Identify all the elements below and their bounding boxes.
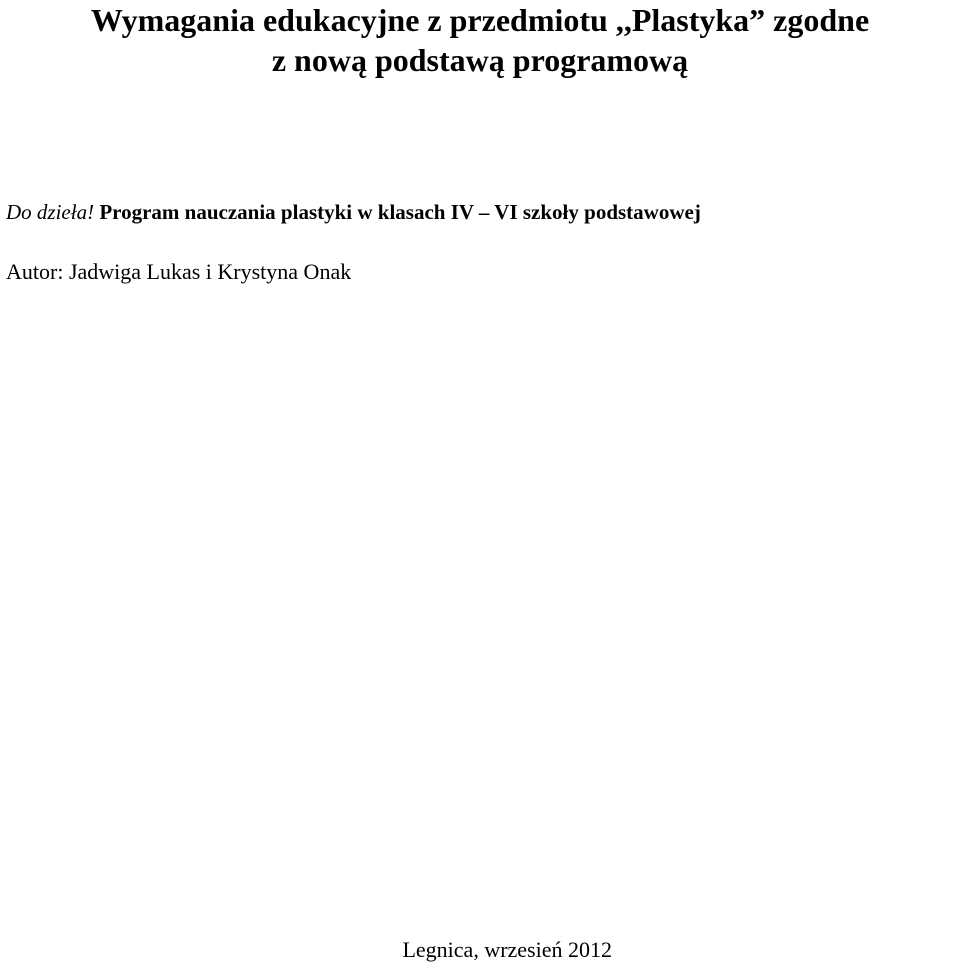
- program-details: Program nauczania plastyki w klasach IV – VI szkoły podstawowej: [94, 200, 701, 224]
- program-name: Do dzieła!: [6, 200, 95, 224]
- place-date: Legnica, wrzesień 2012: [402, 937, 612, 962]
- title-line-1: Wymagania edukacyjne z przedmiotu ,,Plastyka” zgodne: [90, 2, 870, 38]
- title-line-2: z nową podstawą programową: [271, 42, 689, 78]
- program-description: [6, 198, 701, 226]
- document-title: [0, 0, 960, 80]
- authors-line: Autor: Jadwiga Lukas i Krystyna Onak: [6, 259, 352, 284]
